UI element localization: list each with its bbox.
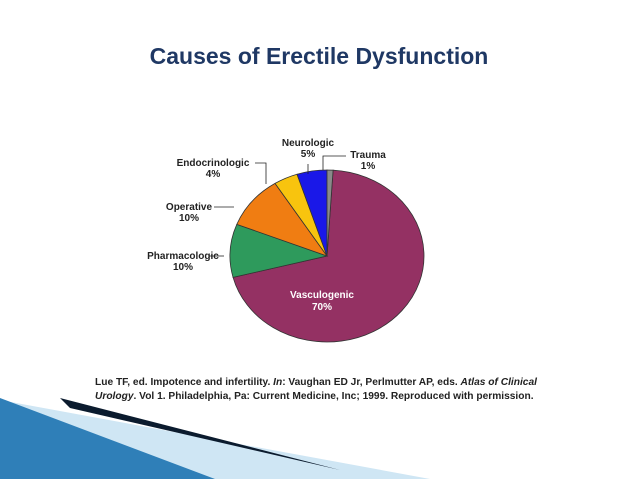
citation-part2: : Vaughan ED Jr, Perlmutter AP, eds. bbox=[282, 377, 461, 388]
slice-value-pharmacologic: 10% bbox=[172, 262, 194, 273]
slice-label-pharmacologic: Pharmacologic bbox=[147, 251, 219, 262]
slice-label-operative: Operative bbox=[165, 202, 213, 213]
citation-journal: Atlas of Clinical Urology bbox=[95, 377, 537, 402]
slide-title: Causes of Erectile Dysfunction bbox=[149, 43, 489, 69]
slice-value-operative: 10% bbox=[178, 213, 200, 224]
citation-in: In bbox=[273, 377, 283, 388]
slice-label-trauma: Trauma bbox=[350, 150, 386, 161]
slice-value-endocrinologic: 4% bbox=[205, 169, 221, 180]
slice-value-trauma: 1% bbox=[360, 161, 376, 172]
slice-label-neurologic: Neurologic bbox=[281, 138, 335, 149]
slice-value-neurologic: 5% bbox=[300, 149, 316, 160]
citation-part3: . Vol 1. Philadelphia, Pa: Current Medicine, Inc; 1999. Reproduced with permission. bbox=[133, 391, 534, 402]
slice-label-endocrinologic: Endocrinologic bbox=[176, 158, 250, 169]
citation-part1: Lue TF, ed. Impotence and infertility. bbox=[95, 377, 274, 388]
slice-label-vasculogenic: Vasculogenic bbox=[290, 290, 354, 301]
slice-value-vasculogenic: 70% bbox=[311, 302, 333, 313]
